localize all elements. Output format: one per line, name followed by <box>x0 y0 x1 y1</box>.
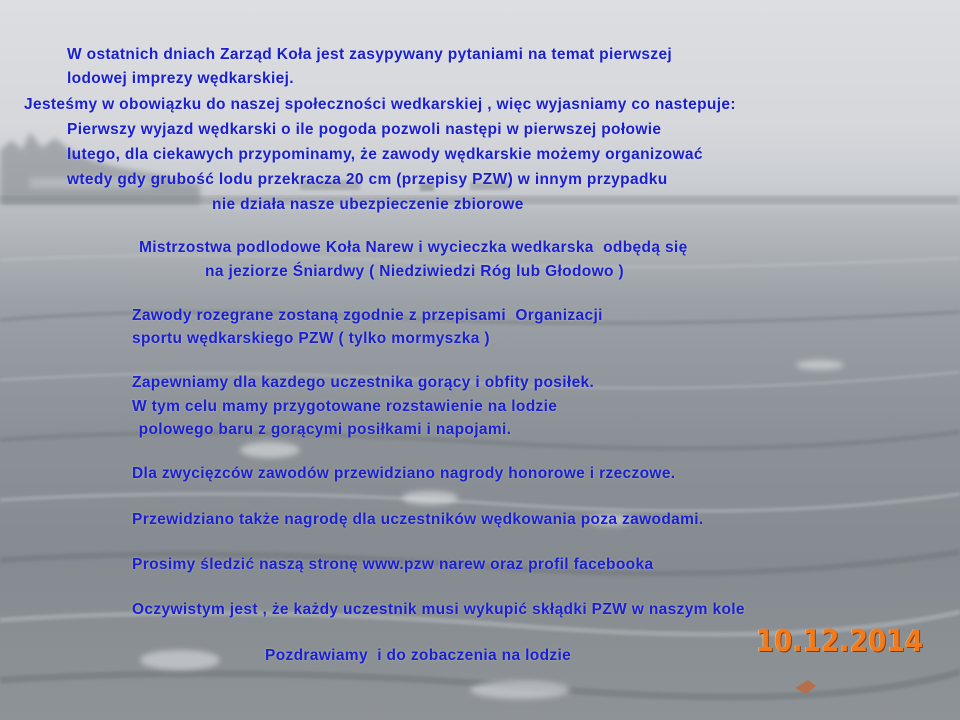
notice-line: sportu wędkarskiego PZW ( tylko mormyszka ) <box>132 330 490 347</box>
notice-line: nie działa nasze ubezpieczenie zbiorowe <box>212 196 524 213</box>
notice-line: Pierwszy wyjazd wędkarski o ile pogoda pozwoli następi w pierwszej połowie <box>67 121 662 138</box>
notice-line: Pozdrawiamy i do zobaczenia na lodzie <box>265 647 572 664</box>
notice-line: Mistrzostwa podlodowe Koła Narew i wycieczka wedkarska odbędą się <box>139 239 688 256</box>
notice-line: na jeziorze Śniardwy ( Niedziwiedzi Róg lub Głodowo ) <box>205 263 624 280</box>
notice-line: W ostatnich dniach Zarząd Koła jest zasypywany pytaniami na temat pierwszej <box>67 46 673 63</box>
notice-line: lutego, dla ciekawych przypominamy, że zawody wędkarskie możemy organizować <box>67 146 703 163</box>
notice-line: lodowej imprezy wędkarskiej. <box>67 70 294 87</box>
notice-line: Przewidziano także nagrodę dla uczestników wędkowania poza zawodami. <box>132 511 704 528</box>
notice-line: Dla zwycięzców zawodów przewidziano nagrody honorowe i rzeczowe. <box>132 465 676 482</box>
notice-line: polowego baru z gorącymi posiłkami i napojami. <box>134 421 512 438</box>
photo-date-stamp: 10.12.2014 <box>756 624 924 659</box>
notice-line: W tym celu mamy przygotowane rozstawienie na lodzie <box>132 398 558 415</box>
notice-line: Zawody rozegrane zostaną zgodnie z przepisami Organizacji <box>132 307 603 324</box>
notice-line: Jesteśmy w obowiązku do naszej społeczności wedkarskiej , więc wyjasniamy co nastepuje: <box>24 96 736 113</box>
distant-shore <box>0 132 200 205</box>
notice-line: wtedy gdy grubość lodu przekracza 20 cm (przepisy PZW) w innym przypadku <box>67 171 668 188</box>
notice-line: Oczywistym jest , że każdy uczestnik musi wykupić skłądki PZW w naszym kole <box>132 601 745 618</box>
notice-line: Prosimy śledzić naszą stronę www.pzw narew oraz profil facebooka <box>132 556 654 573</box>
notice-line: Zapewniamy dla kazdego uczestnika gorący i obfity posiłek. <box>132 374 595 391</box>
